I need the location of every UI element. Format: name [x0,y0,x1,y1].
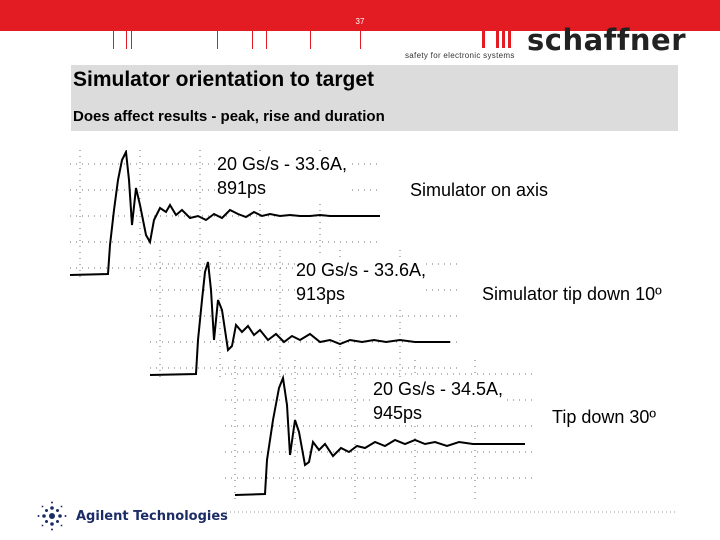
measurement-line: 20 Gs/s - 33.6A, [296,260,427,280]
trace-condition: Simulator on axis [410,180,549,200]
measurement-line: 20 Gs/s - 33.6A, [217,154,348,174]
trace-condition: Tip down 30º [552,407,656,427]
trace-measurement [217,152,347,200]
measurement-line: 913ps [296,284,346,304]
brand-name: schaffner [527,23,687,57]
footer-divider [36,511,676,513]
header-tab-strip [70,31,520,49]
footer-company: Agilent Technologies [76,509,228,524]
brand-tagline: safety for electronic systems [405,51,515,60]
agilent-spark-icon [36,500,68,532]
slide-subtitle: Does affect results - peak, rise and duration [73,108,385,125]
slide-number: 37 [355,17,365,26]
trace-condition: Simulator tip down 10º [482,284,662,304]
measurement-line: 20 Gs/s - 34.5A, [373,379,504,399]
trace-measurement [296,258,426,306]
slide-title: Simulator orientation to target [73,68,375,91]
measurement-line: 891ps [217,178,267,198]
trace-measurement [373,377,503,425]
measurement-line: 945ps [373,403,423,423]
